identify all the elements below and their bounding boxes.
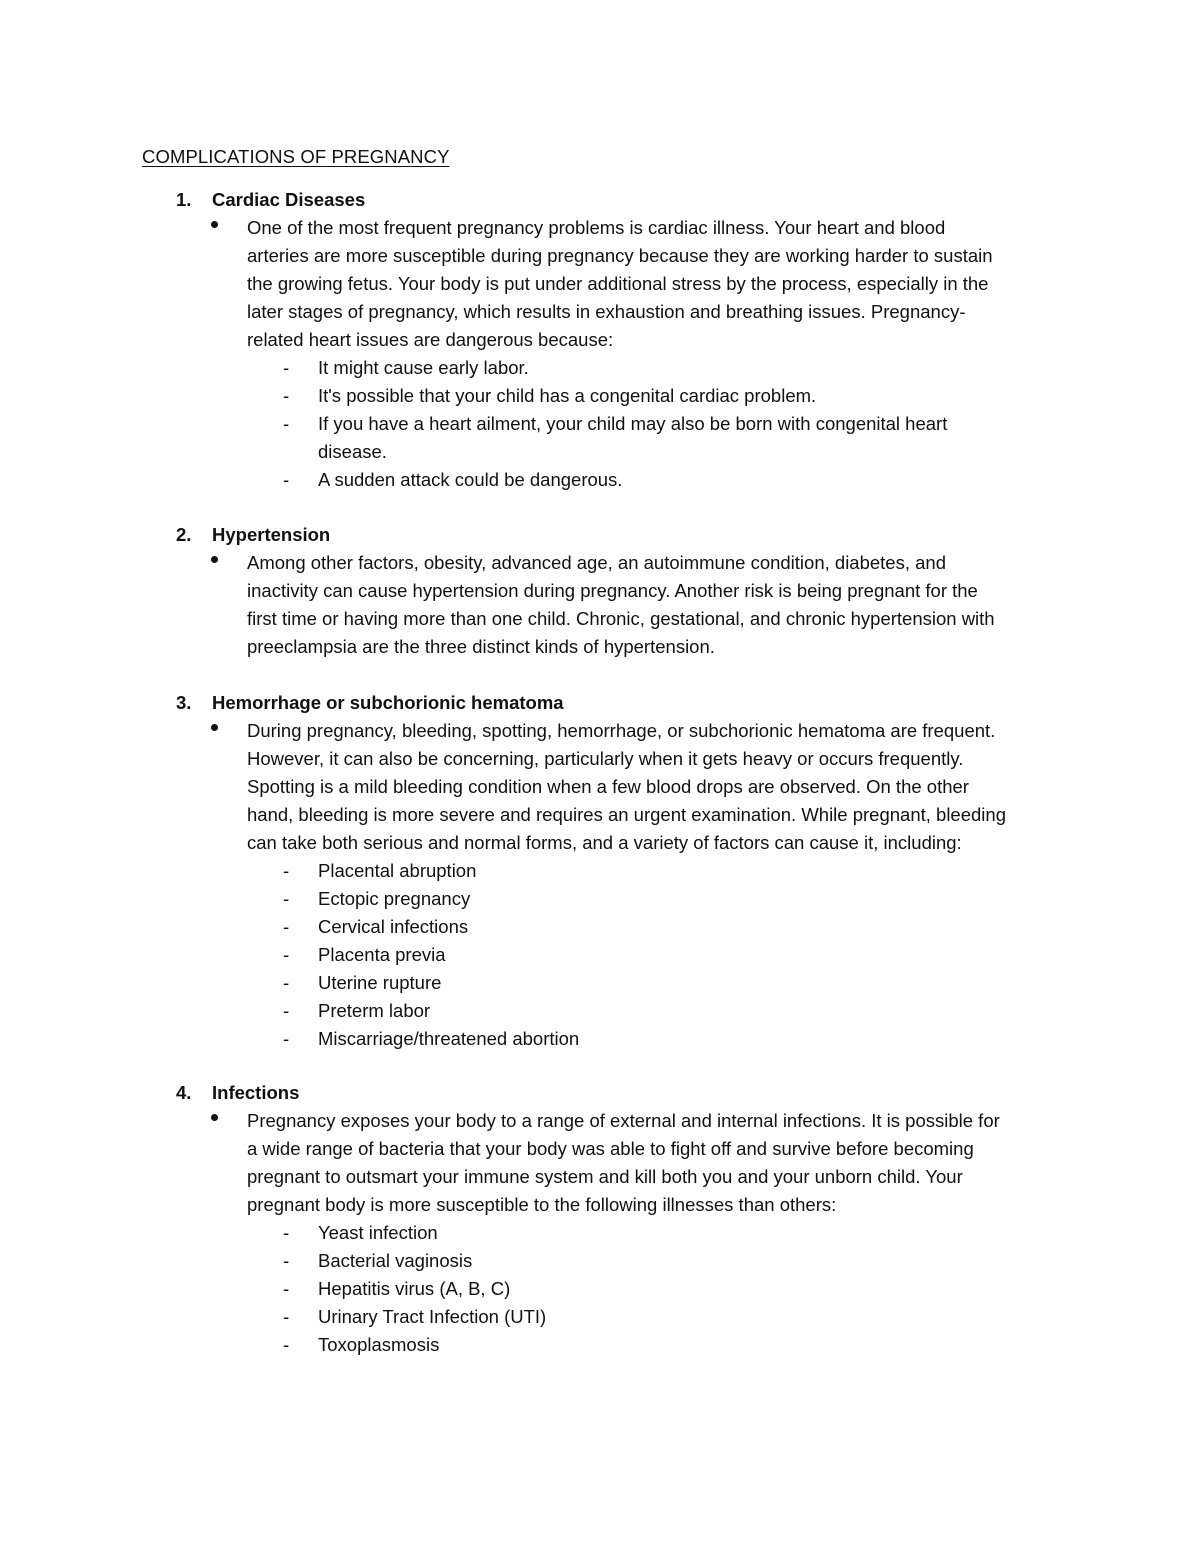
- section-heading-text: Hypertension: [212, 524, 331, 545]
- list-item: [283, 382, 1063, 410]
- dash-icon: -: [283, 1334, 290, 1355]
- section-paragraph: [247, 1107, 1087, 1219]
- list-item-text: Bacterial vaginosis: [318, 1250, 473, 1271]
- list-item-text: Miscarriage/threatened abortion: [318, 1028, 580, 1049]
- list-item-text: Uterine rupture: [318, 972, 442, 993]
- list-item-text: Yeast infection: [318, 1222, 438, 1243]
- document-title: COMPLICATIONS OF PREGNANCY: [142, 146, 450, 167]
- dash-icon: -: [283, 1028, 290, 1049]
- section-heading: [176, 1079, 299, 1107]
- list-item-text: If you have a heart ailment, your child may also be born with congenital heart: [318, 413, 948, 434]
- dash-icon: -: [283, 1250, 290, 1271]
- list-item: [283, 1331, 1063, 1359]
- dash-icon: -: [283, 385, 290, 406]
- paragraph-line: However, it can also be concerning, particularly when it gets heavy or occurs frequently.: [247, 748, 964, 769]
- bullet-icon: [211, 556, 218, 563]
- list-item-text: It's possible that your child has a congenital cardiac problem.: [318, 385, 817, 406]
- list-item: [283, 941, 1063, 969]
- bullet-icon: [211, 724, 218, 731]
- dash-icon: -: [283, 357, 290, 378]
- paragraph-line: related heart issues are dangerous because:: [247, 329, 614, 350]
- dash-icon: -: [283, 1222, 290, 1243]
- list-item: [283, 997, 1063, 1025]
- dash-list: [283, 354, 1063, 494]
- list-item-text: Toxoplasmosis: [318, 1334, 440, 1355]
- section-number: 4.: [176, 1082, 192, 1103]
- list-item: [283, 1219, 1063, 1247]
- section-heading: [176, 186, 365, 214]
- paragraph-line: During pregnancy, bleeding, spotting, hemorrhage, or subchorionic hematoma are frequent.: [247, 720, 996, 741]
- dash-icon: -: [283, 860, 290, 881]
- list-item: [283, 885, 1063, 913]
- paragraph-line: preeclampsia are the three distinct kinds of hypertension.: [247, 636, 715, 657]
- list-item-text: Hepatitis virus (A, B, C): [318, 1278, 511, 1299]
- paragraph-line: can take both serious and normal forms, and a variety of factors can cause it, including:: [247, 832, 962, 853]
- paragraph-line: arteries are more susceptible during pregnancy because they are working harder to sustain: [247, 245, 993, 266]
- section-heading-text: Hemorrhage or subchorionic hematoma: [212, 692, 564, 713]
- list-item-text: disease.: [318, 441, 387, 462]
- paragraph-line: first time or having more than one child. Chronic, gestational, and chronic hypertension with: [247, 608, 995, 629]
- section-heading-text: Cardiac Diseases: [212, 189, 366, 210]
- section-paragraph: [247, 549, 1087, 661]
- paragraph-line: Spotting is a mild bleeding condition when a few blood drops are observed. On the other: [247, 776, 969, 797]
- dash-list: [283, 1219, 1063, 1359]
- section-number: 3.: [176, 692, 192, 713]
- list-item: [283, 1303, 1063, 1331]
- list-item-text: Preterm labor: [318, 1000, 431, 1021]
- dash-icon: -: [283, 413, 290, 434]
- section-number: 1.: [176, 189, 192, 210]
- list-item: [283, 969, 1063, 997]
- section-heading: [176, 689, 564, 717]
- dash-list: [283, 857, 1063, 1053]
- dash-icon: -: [283, 469, 290, 490]
- list-item-text: A sudden attack could be dangerous.: [318, 469, 623, 490]
- list-item: [283, 466, 1063, 494]
- bullet-icon: [211, 1114, 218, 1121]
- paragraph-line: One of the most frequent pregnancy problems is cardiac illness. Your heart and blood: [247, 217, 946, 238]
- list-item-text: Ectopic pregnancy: [318, 888, 471, 909]
- section-heading-text: Infections: [212, 1082, 300, 1103]
- dash-icon: -: [283, 944, 290, 965]
- paragraph-line: inactivity can cause hypertension during pregnancy. Another risk is being pregnant for the: [247, 580, 978, 601]
- list-item-text: Urinary Tract Infection (UTI): [318, 1306, 547, 1327]
- list-item-text: Placenta previa: [318, 944, 446, 965]
- paragraph-line: the growing fetus. Your body is put under additional stress by the process, especially in the: [247, 273, 989, 294]
- paragraph-line: hand, bleeding is more severe and requires an urgent examination. While pregnant, bleeding: [247, 804, 1006, 825]
- paragraph-line: Pregnancy exposes your body to a range of external and internal infections. It is possible for: [247, 1110, 1000, 1131]
- dash-icon: -: [283, 916, 290, 937]
- dash-icon: -: [283, 1306, 290, 1327]
- list-item: [283, 913, 1063, 941]
- list-item: [283, 857, 1063, 885]
- list-item: [283, 1247, 1063, 1275]
- list-item: [283, 1025, 1063, 1053]
- list-item-text: Placental abruption: [318, 860, 477, 881]
- dash-icon: -: [283, 972, 290, 993]
- list-item: [283, 354, 1063, 382]
- list-item-text: Cervical infections: [318, 916, 469, 937]
- dash-icon: -: [283, 1278, 290, 1299]
- list-item: [283, 1275, 1063, 1303]
- paragraph-line: pregnant body is more susceptible to the following illnesses than others:: [247, 1194, 837, 1215]
- list-item-text: It might cause early labor.: [318, 357, 529, 378]
- list-item: [283, 410, 1063, 466]
- bullet-icon: [211, 221, 218, 228]
- dash-icon: -: [283, 1000, 290, 1021]
- paragraph-line: later stages of pregnancy, which results in exhaustion and breathing issues. Pregnancy-: [247, 301, 966, 322]
- section-paragraph: [247, 214, 1087, 354]
- paragraph-line: Among other factors, obesity, advanced age, an autoimmune condition, diabetes, and: [247, 552, 946, 573]
- section-number: 2.: [176, 524, 192, 545]
- paragraph-line: pregnant to outsmart your immune system and kill both you and your unborn child. Your: [247, 1166, 963, 1187]
- section-paragraph: [247, 717, 1087, 857]
- section-heading: [176, 521, 330, 549]
- dash-icon: -: [283, 888, 290, 909]
- paragraph-line: a wide range of bacteria that your body was able to fight off and survive before becoming: [247, 1138, 974, 1159]
